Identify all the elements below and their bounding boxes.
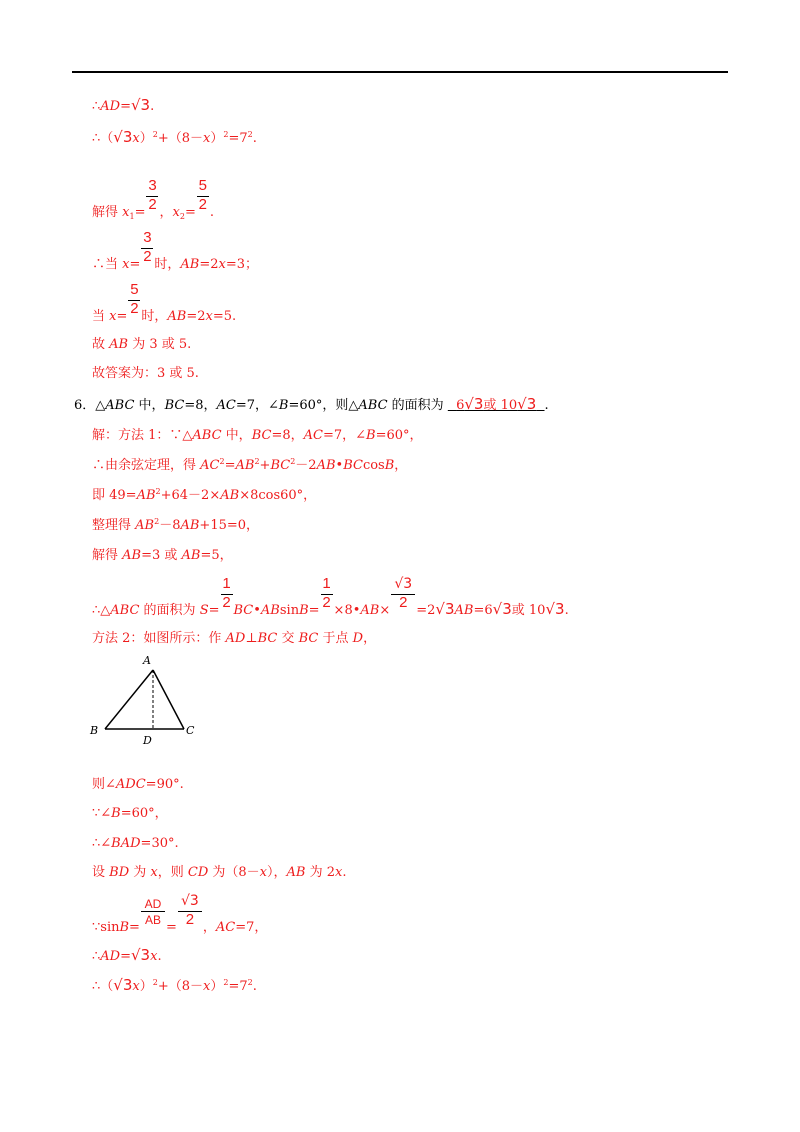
- sol-line-1: 解：方法 1：∵△ABC 中，BC=8，AC=7，∠B=60°，: [92, 428, 423, 443]
- sol-line-11: 设 BD 为 x，则 CD 为（8－x），AB 为 2x.: [92, 865, 347, 880]
- vertex-d: D: [143, 734, 152, 747]
- side-ac: [153, 670, 184, 729]
- header-rule: [72, 71, 728, 73]
- sol-line-2: ∴由余弦定理，得 $AC^2=AB^2+BC^2-2AB•BCcosB$，: [92, 457, 408, 473]
- line-conclusion: 故 AB 为 3 或 5.: [92, 337, 192, 352]
- sol-line-4: 整理得 $AB^2-8AB+15=0$，: [92, 517, 260, 533]
- sol-line-5: 解得 AB=3 或 AB=5，: [92, 548, 233, 563]
- line-case-1: ∴当 x= $\frac{3}{2}$ 时，AB=2x=3；: [92, 229, 259, 272]
- vertex-b: B: [90, 724, 99, 737]
- sol-line-6: ∴△ABC 的面积为 S= $\frac{1}{2}$ BC•ABsinB= $\frac{1}{2}$ ×8•AB× $\frac{√3}{2}$ =2√3AB=6√3或 10√3.: [92, 575, 569, 618]
- line-solve-x: 解得 $x_1=$ $\frac{3}{2}$ ，$x_2=$ $\frac{5}{2}$ .: [92, 177, 214, 221]
- sol-line-8: 则∠ADC=90°.: [92, 777, 184, 792]
- question-6: 6．△ABC 中，BC=8，AC=7，∠B=60°，则△ABC 的面积为 6√3或 10√3 .: [74, 395, 549, 413]
- line-equation-1: $\therefore(√3x)^2+(8-x)^2=7^2$.: [92, 128, 257, 146]
- triangle-figure: [85, 652, 215, 747]
- vertex-c: C: [186, 724, 195, 737]
- sol-line-14: $\therefore(√3x)^2+(8-x)^2=7^2$.: [92, 976, 257, 994]
- line-answer: 故答案为：3 或 5.: [92, 366, 199, 381]
- sol-line-10: ∴∠BAD=30°.: [92, 836, 179, 851]
- side-ab: [105, 670, 153, 729]
- vertex-a: A: [143, 654, 151, 667]
- sol-line-3: 即 $49=AB^2+64-2\times AB\times 8\cos 60^\circ$，: [92, 487, 317, 503]
- sol-line-12: ∵sinB= $\frac{AD}{AB}$ = $\frac{√3}{2}$ ，AC=7，: [92, 893, 268, 935]
- sol-line-13: ∴AD=√3x.: [92, 946, 162, 964]
- line-ad-sqrt3: ∴AD=√3.: [92, 96, 155, 114]
- sol-line-9: ∵∠B=60°，: [92, 806, 168, 821]
- line-case-2: 当 x= $\frac{5}{2}$ 时，AB=2x=5.: [92, 281, 237, 324]
- sol-line-7: 方法 2：如图所示：作 AD⊥BC 交 BC 于点 D，: [92, 631, 377, 646]
